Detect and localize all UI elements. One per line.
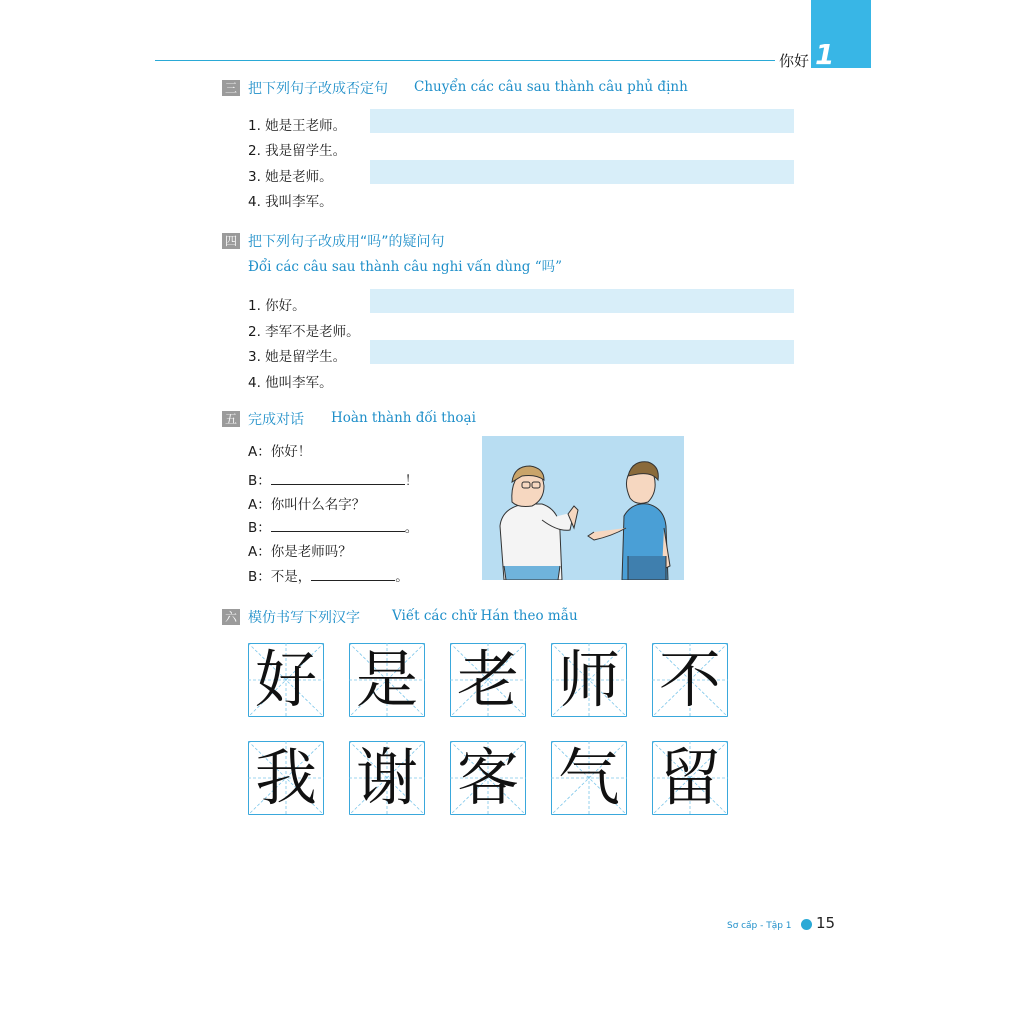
speaker-label: B： bbox=[248, 569, 271, 585]
character-practice-cell bbox=[248, 741, 324, 815]
section-5-badge: 五 bbox=[222, 411, 240, 427]
speaker-label: B： bbox=[248, 473, 271, 489]
model-character: 师 bbox=[557, 643, 620, 716]
model-character: 是 bbox=[355, 643, 418, 716]
page-number: 15 bbox=[816, 914, 836, 932]
answer-bar[interactable] bbox=[370, 160, 794, 184]
character-practice-cell bbox=[450, 643, 526, 717]
exercise-item: 4. 我叫李军。 bbox=[248, 194, 333, 210]
answer-blank[interactable] bbox=[311, 568, 395, 581]
page-dot-icon bbox=[801, 919, 812, 930]
dialogue-text: 你叫什么名字？ bbox=[270, 497, 366, 513]
model-character: 客 bbox=[456, 741, 519, 814]
section-4-badge: 四 bbox=[222, 233, 240, 249]
book-label: Sơ cấp - Tập 1 bbox=[727, 921, 792, 931]
dialogue-text: 你好！ bbox=[270, 444, 312, 460]
exercise-item: 3. 她是老师。 bbox=[248, 169, 333, 185]
speaker-label: A： bbox=[248, 497, 271, 513]
character-practice-cell bbox=[652, 741, 728, 815]
dialogue-end: 。 bbox=[395, 569, 409, 585]
section-3-title-cn: 把下列句子改成否定句 bbox=[248, 81, 388, 97]
answer-bar[interactable] bbox=[370, 109, 794, 133]
section-6-title-vn: Viết các chữ Hán theo mẫu bbox=[392, 608, 578, 624]
dialogue-line bbox=[248, 516, 418, 536]
character-practice-cell bbox=[248, 643, 324, 717]
exercise-item: 3. 她是留学生。 bbox=[248, 349, 347, 365]
header-rule bbox=[155, 60, 775, 61]
answer-bar[interactable] bbox=[370, 340, 794, 364]
dialogue-illustration bbox=[482, 436, 684, 580]
section-3-badge: 三 bbox=[222, 80, 240, 96]
exercise-item: 1. 她是王老师。 bbox=[248, 118, 347, 134]
speaker-label: A： bbox=[248, 544, 271, 560]
answer-blank[interactable] bbox=[271, 472, 405, 485]
model-character: 留 bbox=[658, 741, 721, 814]
section-5-title-vn: Hoàn thành đối thoại bbox=[331, 410, 476, 426]
model-character: 好 bbox=[254, 643, 317, 716]
character-practice-cell bbox=[349, 643, 425, 717]
dialogue-end: ！ bbox=[404, 473, 419, 489]
dialogue-line bbox=[248, 440, 311, 460]
model-character: 不 bbox=[658, 643, 721, 716]
exercise-item: 4. 他叫李军。 bbox=[248, 375, 333, 391]
dialogue-line bbox=[248, 540, 352, 560]
exercise-item: 2. 我是留学生。 bbox=[248, 143, 347, 159]
dialogue-line bbox=[248, 469, 418, 489]
character-practice-cell bbox=[551, 643, 627, 717]
character-practice-cell bbox=[652, 643, 728, 717]
section-4-title-cn: 把下列句子改成用“吗”的疑问句 bbox=[248, 234, 445, 250]
lesson-number: 1 bbox=[815, 38, 835, 71]
character-practice-cell bbox=[450, 741, 526, 815]
model-character: 谢 bbox=[355, 741, 418, 814]
speaker-label: B： bbox=[248, 520, 271, 536]
model-character: 我 bbox=[254, 741, 317, 814]
speaker-label: A： bbox=[248, 444, 271, 460]
model-character: 老 bbox=[456, 643, 519, 716]
exercise-item: 1. 你好。 bbox=[248, 298, 306, 314]
section-6-badge: 六 bbox=[222, 609, 240, 625]
character-practice-cell bbox=[551, 741, 627, 815]
dialogue-text: 不是， bbox=[270, 569, 312, 585]
dialogue-line bbox=[248, 493, 365, 513]
two-men-greeting-illustration bbox=[482, 436, 684, 580]
answer-bar[interactable] bbox=[370, 289, 794, 313]
dialogue-end: 。 bbox=[404, 520, 419, 536]
section-6-title-cn: 模仿书写下列汉字 bbox=[248, 610, 360, 626]
dialogue-line bbox=[248, 565, 409, 585]
model-character: 气 bbox=[557, 741, 620, 814]
section-5-title-cn: 完成对话 bbox=[248, 412, 304, 428]
answer-blank[interactable] bbox=[271, 519, 405, 532]
character-practice-cell bbox=[349, 741, 425, 815]
lesson-title: 你好 bbox=[779, 52, 810, 70]
section-3-title-vn: Chuyển các câu sau thành câu phủ định bbox=[414, 79, 688, 95]
section-4-title-vn: Đổi các câu sau thành câu nghi vấn dùng “吗” bbox=[248, 259, 563, 275]
dialogue-text: 你是老师吗？ bbox=[270, 544, 352, 560]
exercise-item: 2. 李军不是老师。 bbox=[248, 324, 360, 340]
